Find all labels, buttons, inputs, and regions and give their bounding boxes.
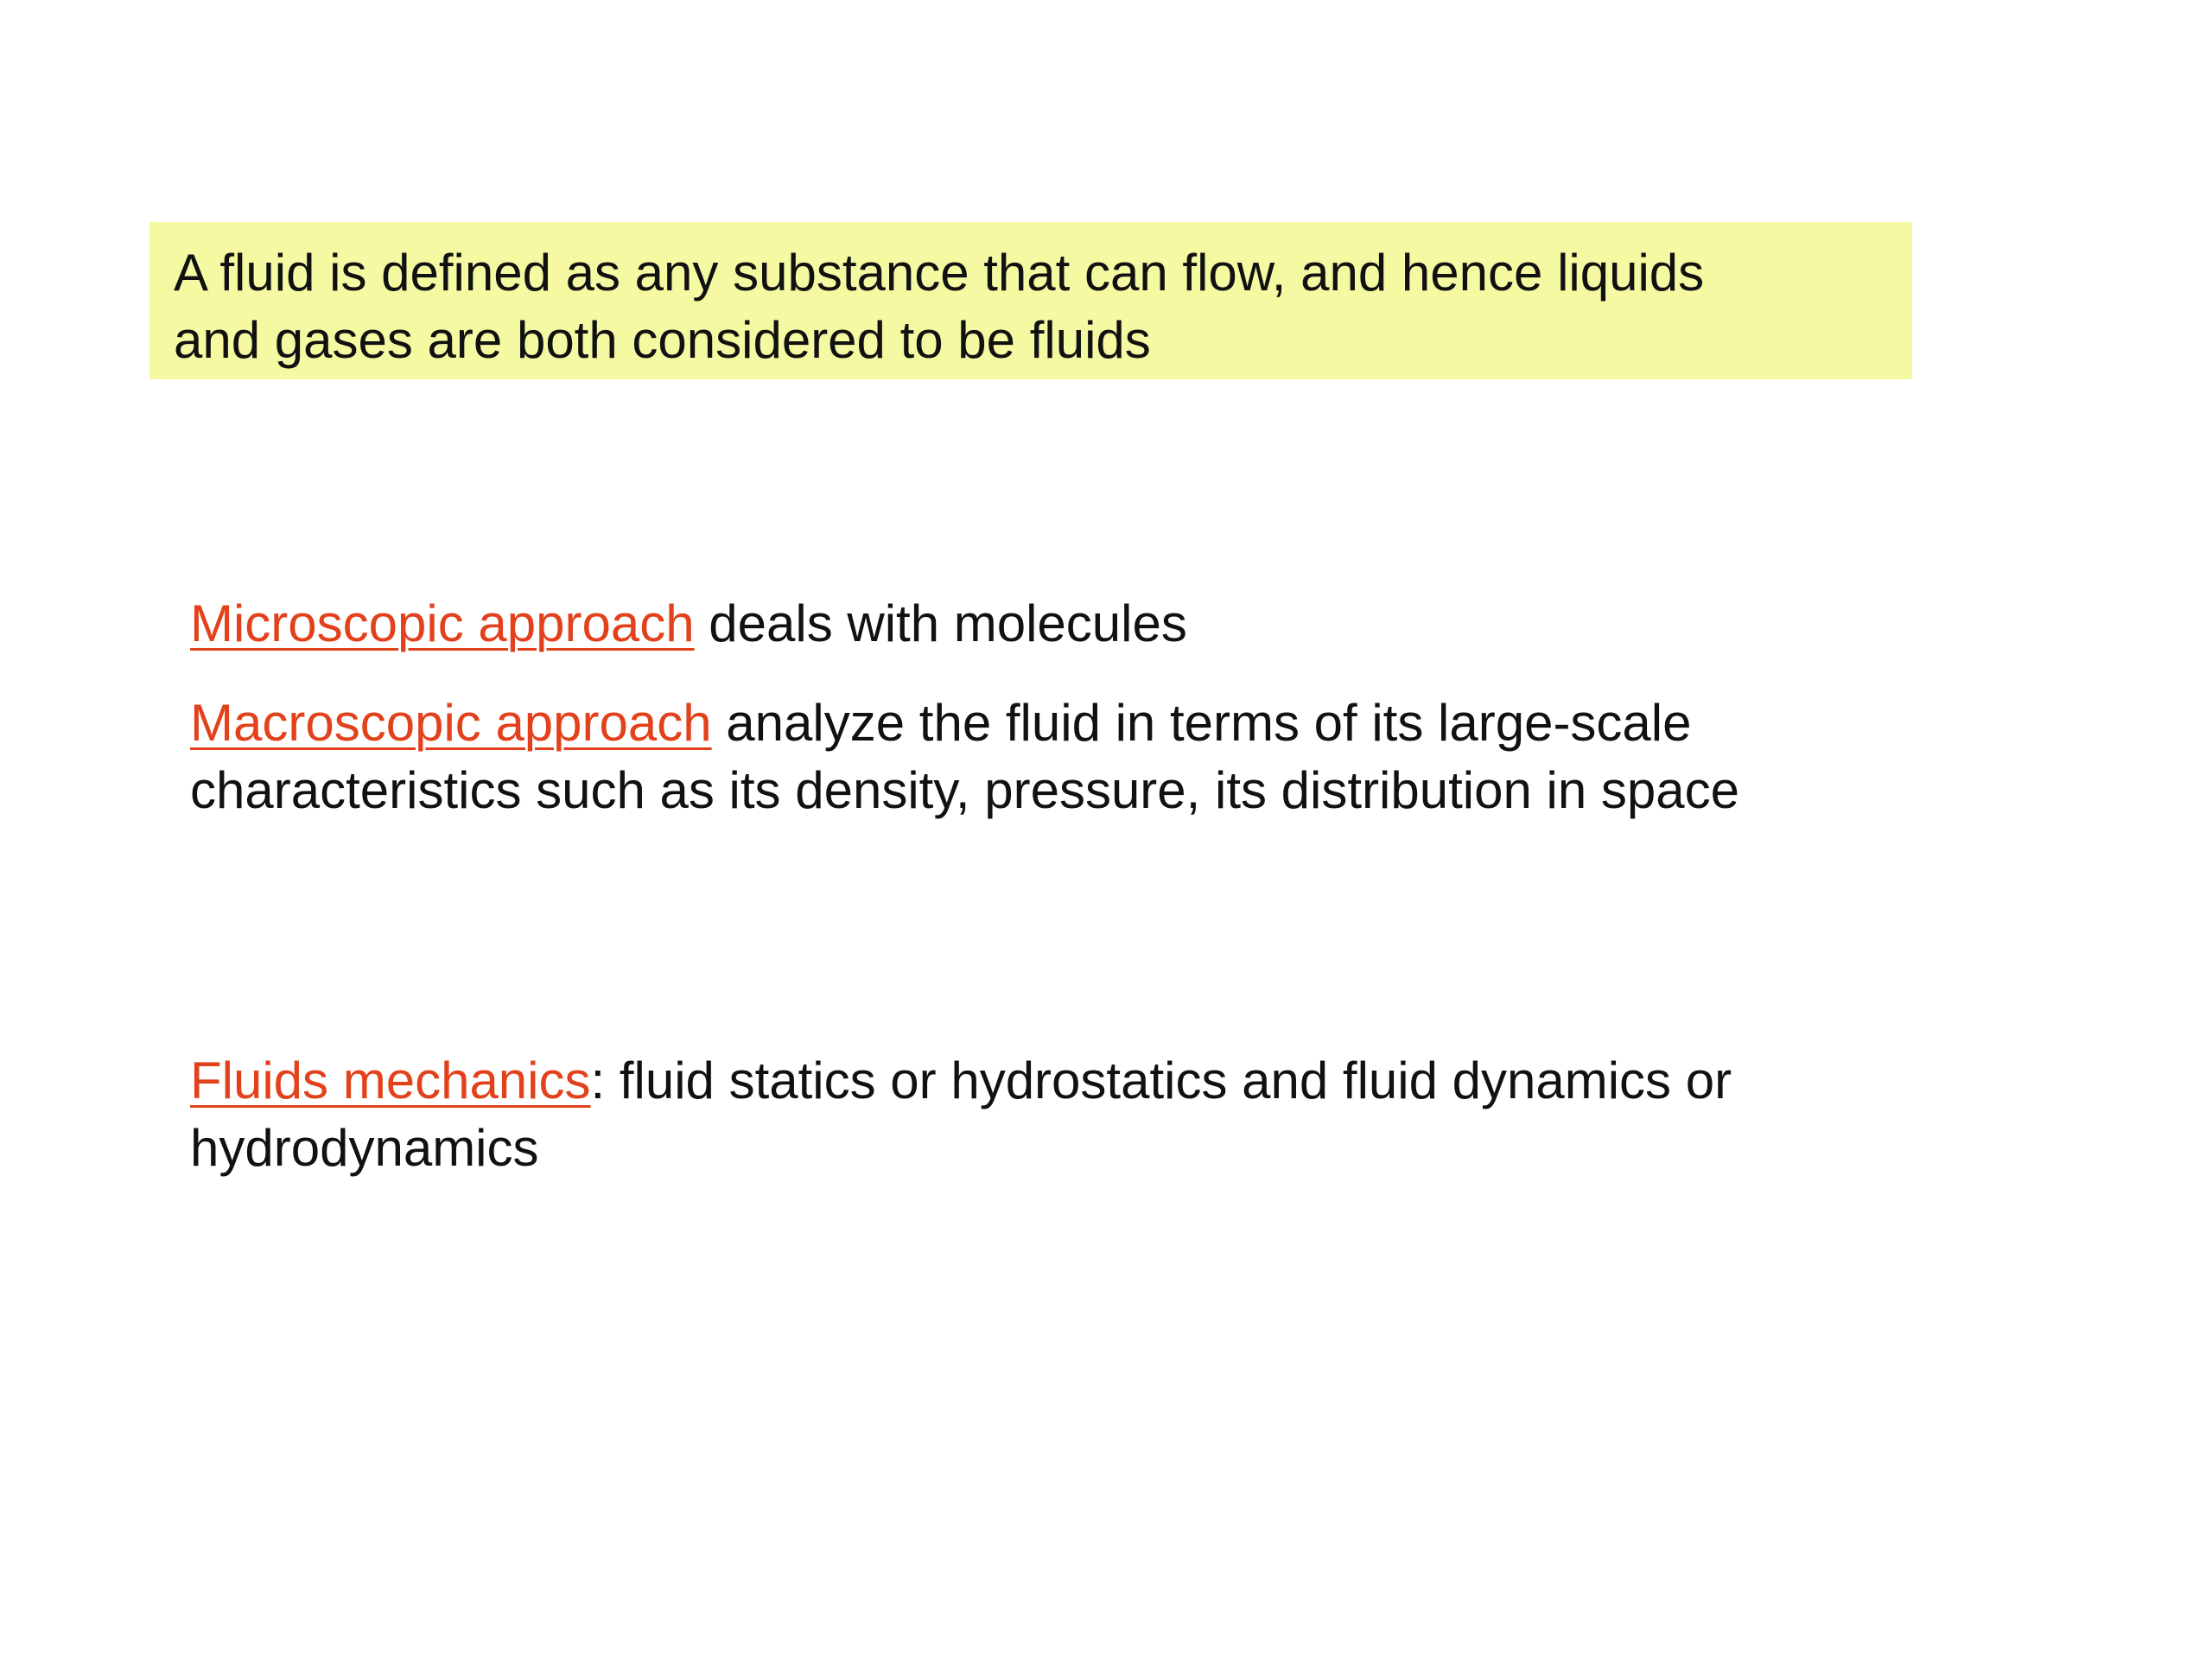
microscopic-paragraph xyxy=(190,590,1987,658)
definition-line-2: and gases are both considered to be fluids xyxy=(174,311,1151,369)
macroscopic-text-line-2: characteristics such as its density, pressure, its distribution in space xyxy=(190,761,1739,819)
macroscopic-text-line-1: analyze the fluid in terms of its large-scale xyxy=(711,694,1692,752)
fluid-mechanics-text-line-2: hydrodynamics xyxy=(190,1119,539,1177)
microscopic-term-link[interactable]: Microscopic approach xyxy=(190,594,695,652)
fluid-mechanics-paragraph xyxy=(190,1047,1987,1182)
fluid-mechanics-term-link[interactable]: Fluids mechanics xyxy=(190,1052,591,1109)
macroscopic-paragraph xyxy=(190,690,1987,824)
macroscopic-term-link[interactable]: Macroscopic approach xyxy=(190,694,712,752)
definition-box xyxy=(149,222,1912,379)
definition-line-1: A fluid is defined as any substance that can flow, and hence liquids xyxy=(174,244,1705,302)
microscopic-text: deals with molecules xyxy=(694,594,1187,652)
fluid-mechanics-text-line-1: : fluid statics or hydrostatics and fluid dynamics or xyxy=(590,1052,1732,1109)
